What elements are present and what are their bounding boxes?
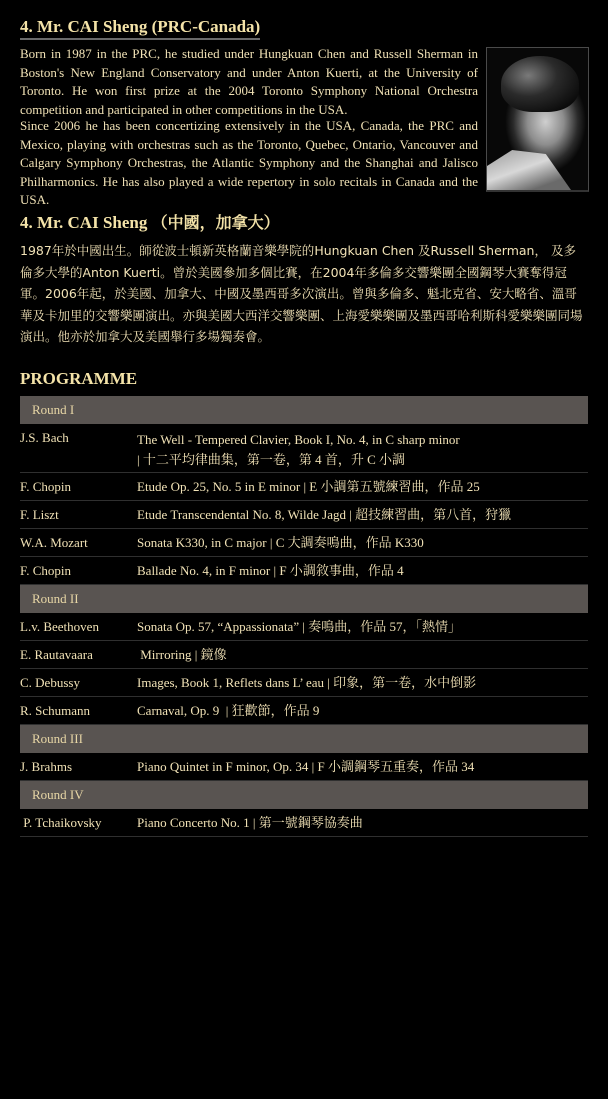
programme-row bbox=[20, 641, 588, 669]
composer: E. Rautavaara bbox=[20, 647, 93, 662]
work: Etude Op. 25, No. 5 in E minor | E 小調第五號練習曲，作品 25 bbox=[137, 479, 480, 494]
composer: J.S. Bach bbox=[20, 430, 69, 445]
composer: F. Chopin bbox=[20, 563, 71, 578]
heading-zh-country: （中國，加拿大） bbox=[151, 213, 280, 232]
programme-table bbox=[20, 396, 588, 837]
photo-hair-shape bbox=[501, 56, 579, 112]
programme-row bbox=[20, 697, 588, 725]
work-line-1: The Well - Tempered Clavier, Book I, No. 4, in C sharp minor bbox=[137, 432, 460, 447]
composer: F. Chopin bbox=[20, 479, 71, 494]
composer: C. Debussy bbox=[20, 675, 80, 690]
round-header: Round IV bbox=[20, 781, 588, 809]
photo-shirt-shape bbox=[487, 150, 571, 190]
heading-zh-name: 4. Mr. CAI Sheng bbox=[20, 213, 152, 232]
work: Mirroring | 鏡像 bbox=[137, 647, 227, 662]
programme-row bbox=[20, 529, 588, 557]
round-header: Round III bbox=[20, 725, 588, 753]
performer-heading-en: 4. Mr. CAI Sheng (PRC-Canada) bbox=[20, 17, 260, 40]
work: Images, Book 1, Reflets dans L’ eau | 印象，第一卷，水中倒影 bbox=[137, 675, 477, 690]
work: Piano Concerto No. 1 | 第一號鋼琴協奏曲 bbox=[137, 815, 363, 830]
work-line-2: | 十二平均律曲集，第一卷，第 4 首，升 C 小調 bbox=[137, 452, 406, 467]
composer: R. Schumann bbox=[20, 703, 91, 718]
work: Etude Transcendental No. 8, Wilde Jagd | 超技練習曲，第八首，狩獵 bbox=[137, 507, 512, 522]
composer: F. Liszt bbox=[20, 507, 59, 522]
programme-row bbox=[20, 557, 588, 585]
programme-row bbox=[20, 473, 588, 501]
bio-paragraph-2: Since 2006 he has been concertizing extensively in the USA, Canada, the PRC and Mexico, playing with orchestras such as the Toronto, Quebec, Ontario, Vancouver and Calgary Symphony Orchestras, the Atlantic Symphony and the Shanghai and Jalisco Philharmonics. He has also played a wide repertory in solo recitals in Canada and the USA. bbox=[20, 118, 478, 208]
performer-heading-zh bbox=[20, 212, 280, 234]
composer: W.A. Mozart bbox=[20, 535, 88, 550]
work: Sonata K330, in C major | C 大調奏鳴曲，作品 K330 bbox=[137, 535, 424, 550]
work: Ballade No. 4, in F minor | F 小調敘事曲，作品 4 bbox=[137, 563, 404, 578]
programme-row bbox=[20, 501, 588, 529]
work: Sonata Op. 57, “Appassionata” | 奏鳴曲，作品 57，「熱情」 bbox=[137, 619, 461, 634]
work bbox=[137, 424, 588, 472]
programme-title: PROGRAMME bbox=[20, 369, 138, 388]
bio-paragraph-1: Born in 1987 in the PRC, he studied under Hungkuan Chen and Russell Sherman in Boston's New England Conservatory and under Anton Kuerti, at the University of Toronto. He won first prize at the 2004 Toronto Symphony National Orchestra competition and participated in other competitions in the USA. bbox=[20, 46, 478, 117]
programme-row bbox=[20, 753, 588, 781]
bio-paragraph-zh: 1987年於中國出生。師從波士頓新英格蘭音樂學院的Hungkuan Chen 及Russell Sherman， 及多倫多大學的Anton Kuerti。曾於美國參加多個比賽，在2004年多倫多交響樂團全國鋼琴大賽奪得冠軍。2006年起，於美國、加拿大、中國及墨西哥多次演出。曾與多倫多、魁北克省、安大略省、溫哥華及卡加里的交響樂團演出。亦與美國大西洋交響樂團、上海愛樂樂團及墨西哥哈利斯科愛樂樂團同場演出。他亦於加拿大及美國舉行多場獨奏會。 bbox=[20, 243, 583, 345]
programme-row bbox=[20, 669, 588, 697]
programme-row bbox=[20, 613, 588, 641]
programme-row bbox=[20, 424, 588, 473]
round-header: Round I bbox=[20, 396, 588, 424]
work: Piano Quintet in F minor, Op. 34 | F 小調鋼琴五重奏，作品 34 bbox=[137, 759, 475, 774]
work: Carnaval, Op. 9 | 狂歡節，作品 9 bbox=[137, 703, 320, 718]
composer: L.v. Beethoven bbox=[20, 619, 99, 634]
composer: P. Tchaikovsky bbox=[20, 815, 102, 830]
programme-row bbox=[20, 809, 588, 837]
round-header: Round II bbox=[20, 585, 588, 613]
performer-photo bbox=[486, 47, 589, 192]
composer: J. Brahms bbox=[20, 759, 72, 774]
